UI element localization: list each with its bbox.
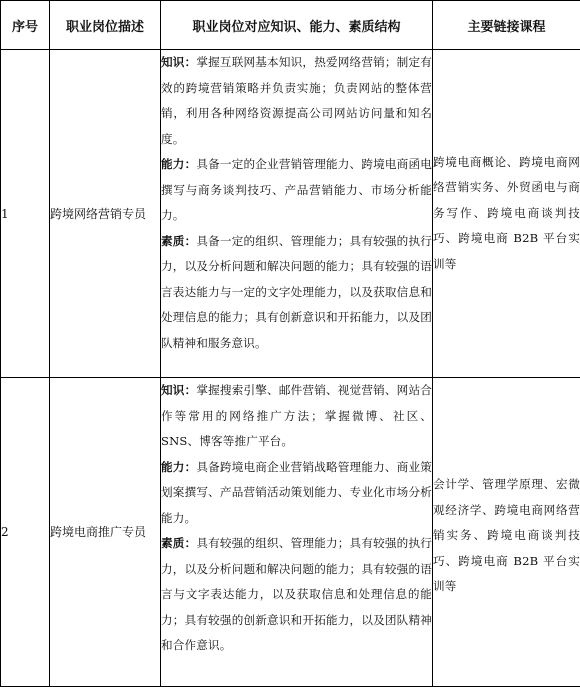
courses-cell: 跨境电商概论、跨境电商网络营销实务、外贸函电与商务写作、跨境电商谈判技巧、跨境电商 B2B 平台实训等 xyxy=(433,50,580,378)
ability-label: 能力： xyxy=(161,157,196,171)
requirements-cell xyxy=(161,378,433,687)
table-row xyxy=(1,50,580,378)
header-row xyxy=(1,1,580,50)
table-row xyxy=(1,378,580,687)
header-requirements: 职业岗位对应知识、能力、素质结构 xyxy=(161,1,433,50)
knowledge-label: 知识： xyxy=(161,383,196,397)
row-number: 1 xyxy=(1,50,50,378)
knowledge-paragraph xyxy=(161,50,432,152)
quality-paragraph xyxy=(161,531,432,659)
row-number: 2 xyxy=(1,378,50,687)
ability-text: 具备跨境电商企业营销战略管理能力、商业策划案撰写、产品营销活动策划能力、专业化市场分析能力。 xyxy=(161,460,432,525)
knowledge-label: 知识： xyxy=(161,55,196,69)
position-title: 跨境网络营销专员 xyxy=(50,50,161,378)
quality-text: 具备一定的组织、管理能力；具有较强的执行力，以及分析问题和解决问题的能力；具有较强的语言表达能力与一定的文字处理能力，以及获取信息和处理信息的能力；具有创新意识和开拓能力，以及团队精神和服务意识。 xyxy=(161,234,432,350)
header-number: 序号 xyxy=(1,1,50,50)
header-courses: 主要链接课程 xyxy=(433,1,580,50)
knowledge-paragraph xyxy=(161,378,432,455)
quality-label: 素质： xyxy=(161,536,196,550)
header-position: 职业岗位描述 xyxy=(50,1,161,50)
quality-label: 素质： xyxy=(161,234,196,248)
ability-label: 能力： xyxy=(161,460,196,474)
quality-text: 具有较强的组织、管理能力；具有较强的执行力，以及分析问题和解决问题的能力；具有较强的语言与文字表达能力，以及获取信息和处理信息的能力；具有较强的创新意识和开拓能力，以及团队精神和合作意识。 xyxy=(161,536,432,652)
quality-paragraph xyxy=(161,229,432,357)
knowledge-text: 掌握互联网基本知识，热爱网络营销；制定有效的跨境营销策略并负责实施；负责网站的整体营销，利用各种网络资源提高公司网站访问量和知名度。 xyxy=(161,55,432,146)
position-title: 跨境电商推广专员 xyxy=(50,378,161,687)
ability-text: 具备一定的企业营销管理能力、跨境电商函电撰写与商务谈判技巧、产品营销能力、市场分析能力。 xyxy=(161,157,432,222)
knowledge-text: 掌握搜索引擎、邮件营销、视觉营销、网站合作等常用的网络推广方法；掌握微博、社区、SNS、博客等推广平台。 xyxy=(161,383,432,448)
courses-cell: 会计学、管理学原理、宏微观经济学、跨境电商网络营销实务、跨境电商谈判技巧、跨境电商 B2B 平台实训等 xyxy=(433,378,580,687)
requirements-cell xyxy=(161,50,433,378)
ability-paragraph xyxy=(161,455,432,532)
ability-paragraph xyxy=(161,152,432,229)
